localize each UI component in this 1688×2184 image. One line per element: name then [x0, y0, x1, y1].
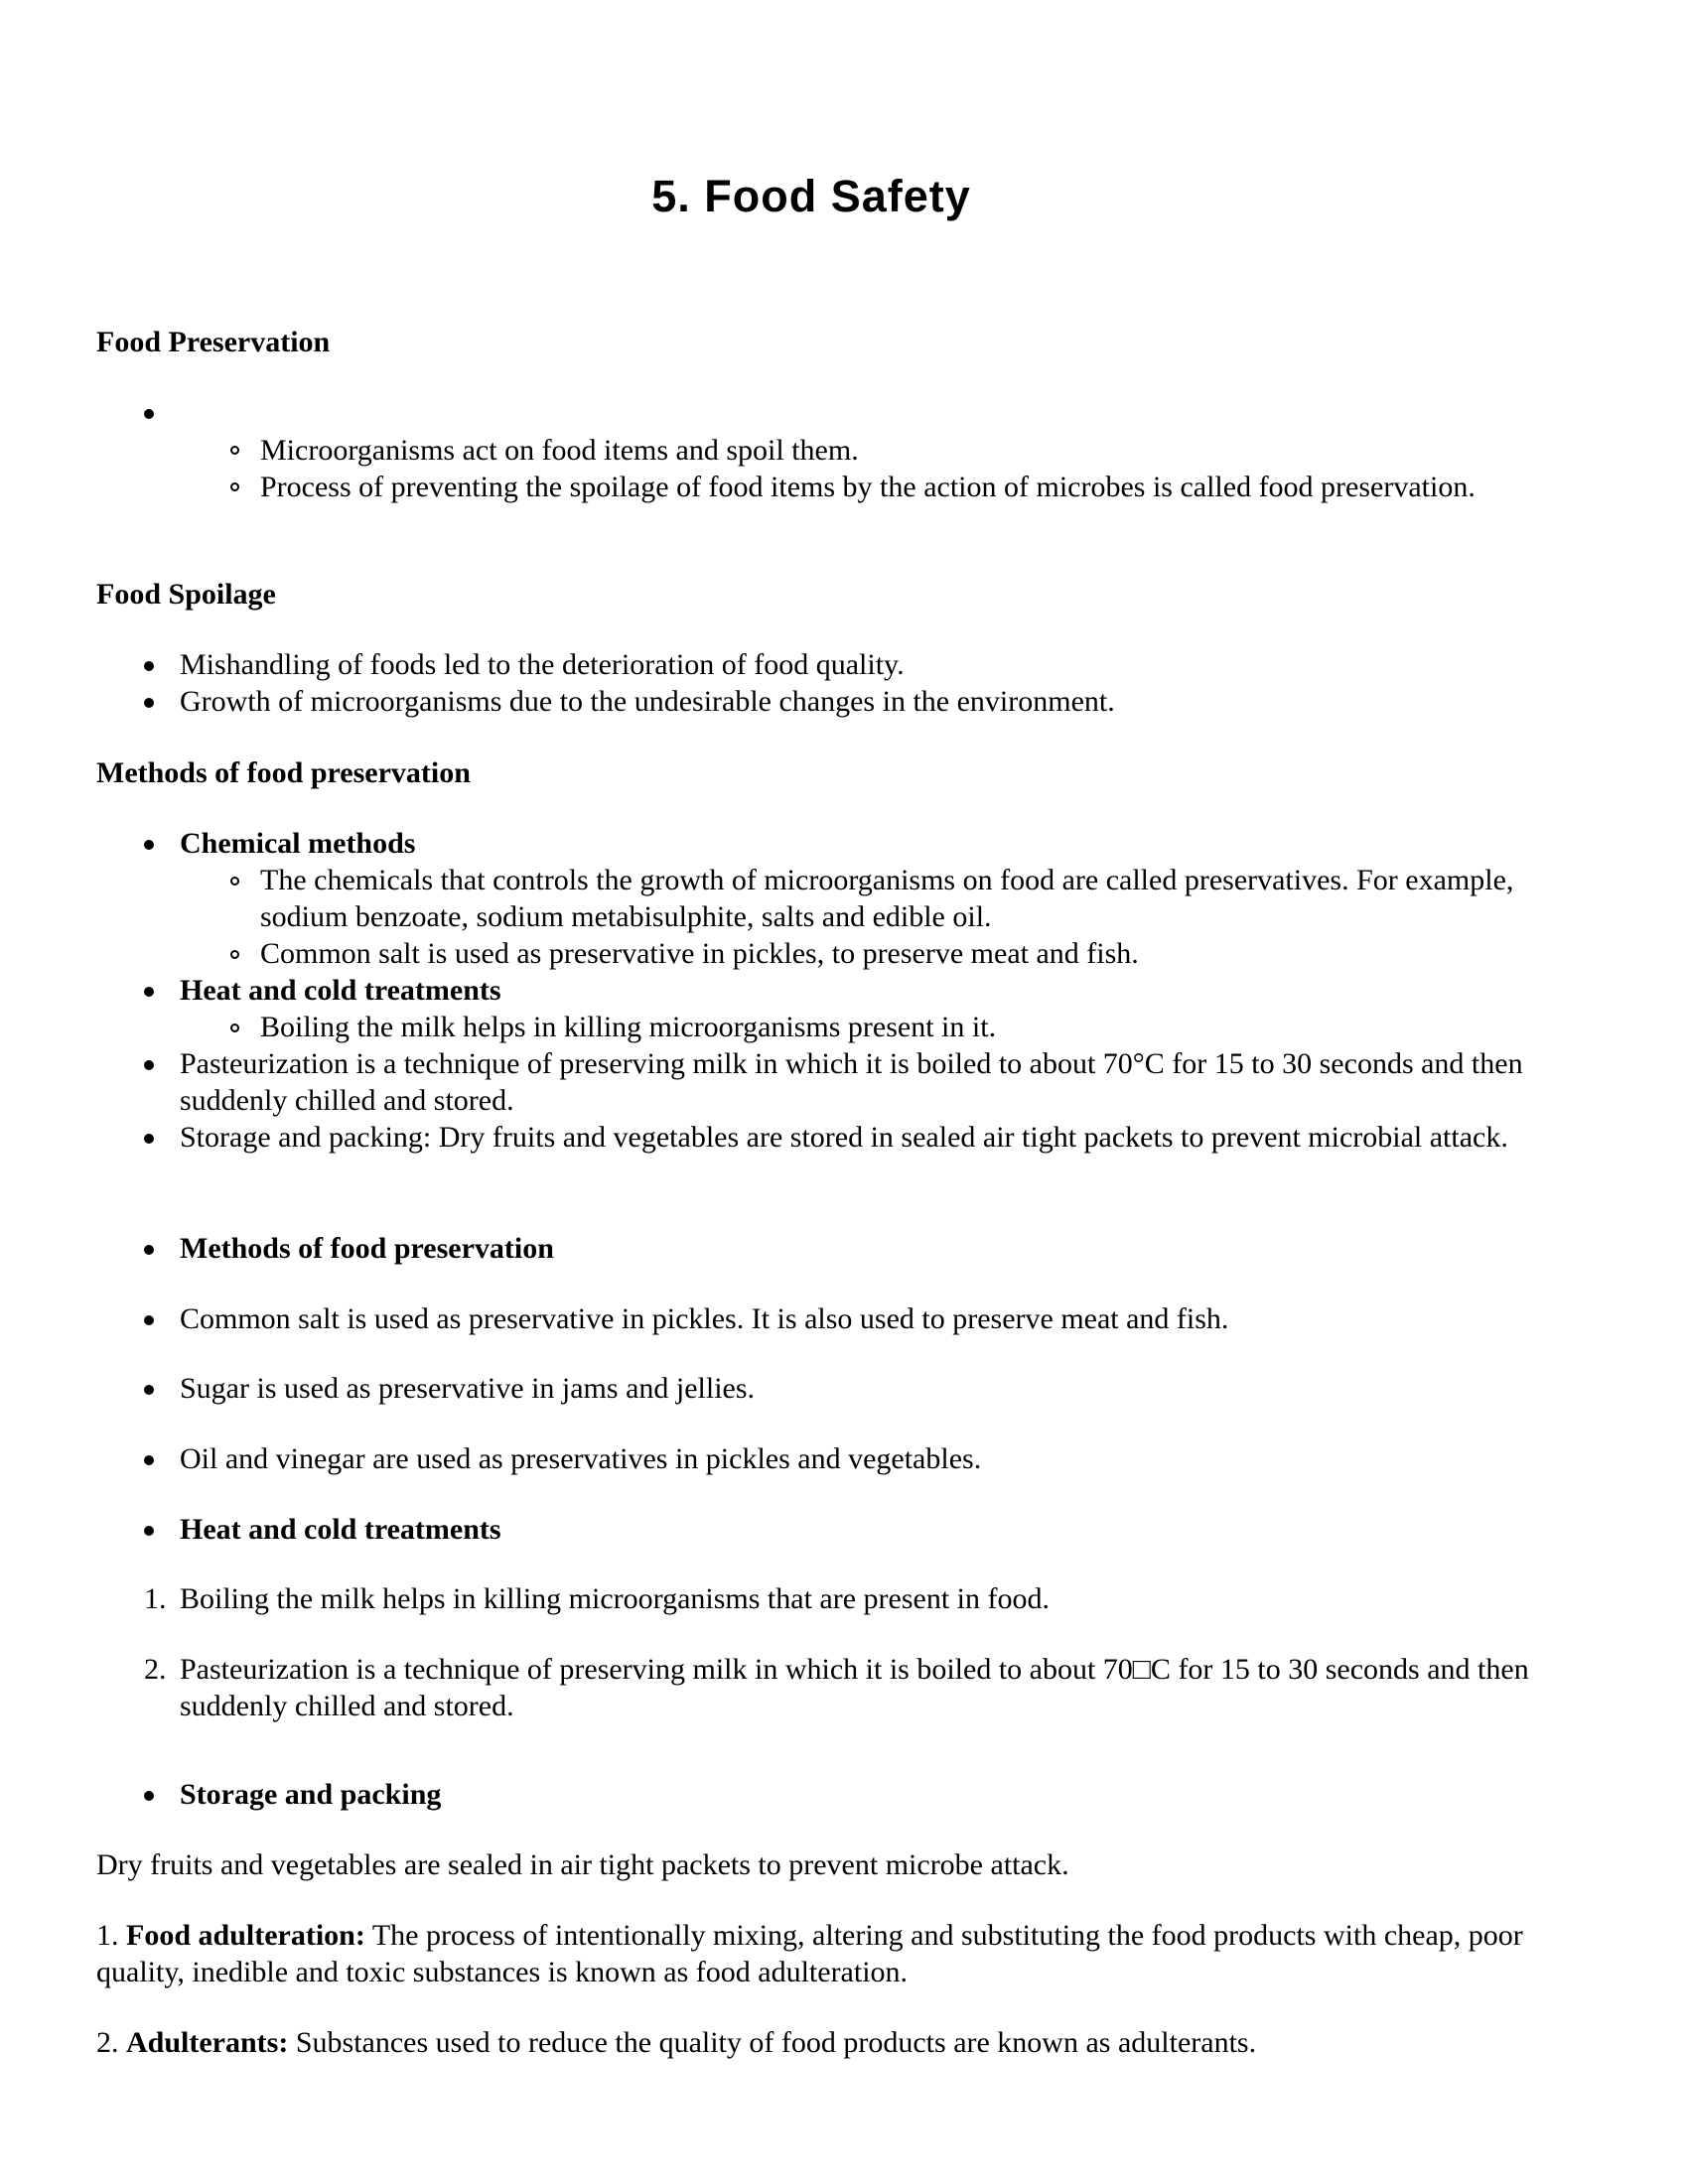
- definition-term: Adulterants:: [126, 2026, 289, 2059]
- list-item: Common salt is used as preservative in pickles. It is also used to preserve meat and fish.: [180, 1302, 1229, 1335]
- page-title: 5. Food Safety: [651, 171, 971, 221]
- chemical-methods-label: Chemical methods: [180, 827, 416, 860]
- definition-text: Substances used to reduce the quality of food products are known as adulterants.: [295, 2026, 1257, 2059]
- definition-number: 2.: [96, 2026, 119, 2059]
- list-item: Boiling the milk helps in killing microorganisms present in it.: [260, 1011, 997, 1043]
- list-item: Growth of microorganisms due to the undesirable changes in the environment.: [180, 685, 1115, 718]
- list-number: 2.: [144, 1653, 167, 1686]
- methods-label: Methods of food preservation: [180, 1232, 554, 1265]
- list-item: Microorganisms act on food items and spoil them.: [260, 434, 859, 467]
- heading-methods: Methods of food preservation: [96, 756, 471, 789]
- bullet: [144, 1526, 154, 1536]
- numbered-item: Boiling the milk helps in killing microorganisms that are present in food.: [180, 1582, 1050, 1615]
- list-item: Pasteurization is a technique of preserving milk in which it is boiled to about 70°C for 15 to 30 seconds and then suddenly chilled and stored.: [180, 1047, 1523, 1117]
- heat-cold-label: Heat and cold treatments: [180, 974, 501, 1007]
- list-item: Sugar is used as preservative in jams and jellies.: [180, 1372, 756, 1405]
- bullet: [144, 1791, 154, 1801]
- list-item: The chemicals that controls the growth of microorganisms on food are called preservatives. For example, sodium benzoate, sodium metabisulphite, salts and edible oil.: [260, 864, 1514, 933]
- list-item: Storage and packing: Dry fruits and vegetables are stored in sealed air tight packets to prevent microbial attack.: [180, 1121, 1508, 1154]
- numbered-item: Pasteurization is a technique of preserving milk in which it is boiled to about 70□C for 15 to 30 seconds and then suddenly chilled and stored.: [180, 1653, 1529, 1722]
- circle-bullet: [230, 446, 239, 455]
- definition-text: The process of intentionally mixing, altering and substituting the food products with cheap, poor quality, inedible and toxic substances is known as food adulteration.: [96, 1919, 1523, 1988]
- definition-number: 1.: [96, 1919, 119, 1952]
- bullet: [144, 1385, 154, 1395]
- heading-food-preservation: Food Preservation: [96, 326, 331, 358]
- list-number: 1.: [144, 1582, 167, 1615]
- list-item: Oil and vinegar are used as preservatives in pickles and vegetables.: [180, 1442, 982, 1475]
- circle-bullet: [230, 950, 239, 959]
- list-item: Process of preventing the spoilage of food items by the action of microbes is called food preservation.: [260, 471, 1476, 503]
- bullet: [144, 1245, 154, 1255]
- list-item: Common salt is used as preservative in pickles, to preserve meat and fish.: [260, 937, 1139, 970]
- bullet: [144, 409, 154, 419]
- bullet: [144, 987, 154, 997]
- list-item: Mishandling of foods led to the deterioration of food quality.: [180, 648, 905, 681]
- bullet: [144, 1315, 154, 1325]
- definition-adulterants: [96, 2024, 1526, 2061]
- heading-food-spoilage: Food Spoilage: [96, 578, 276, 611]
- circle-bullet: [230, 877, 239, 886]
- storage-label: Storage and packing: [180, 1778, 442, 1811]
- bullet: [144, 1134, 154, 1144]
- paragraph: Dry fruits and vegetables are sealed in air tight packets to prevent microbe attack.: [96, 1848, 1069, 1881]
- circle-bullet: [230, 1024, 239, 1032]
- definition-term: Food adulteration:: [126, 1919, 365, 1952]
- bullet: [144, 1060, 154, 1070]
- bullet: [144, 840, 154, 850]
- bullet: [144, 1455, 154, 1465]
- bullet: [144, 698, 154, 708]
- circle-bullet: [230, 482, 239, 491]
- heat-cold-label-2: Heat and cold treatments: [180, 1513, 501, 1546]
- bullet: [144, 661, 154, 671]
- definition-food-adulteration: [96, 1917, 1526, 1990]
